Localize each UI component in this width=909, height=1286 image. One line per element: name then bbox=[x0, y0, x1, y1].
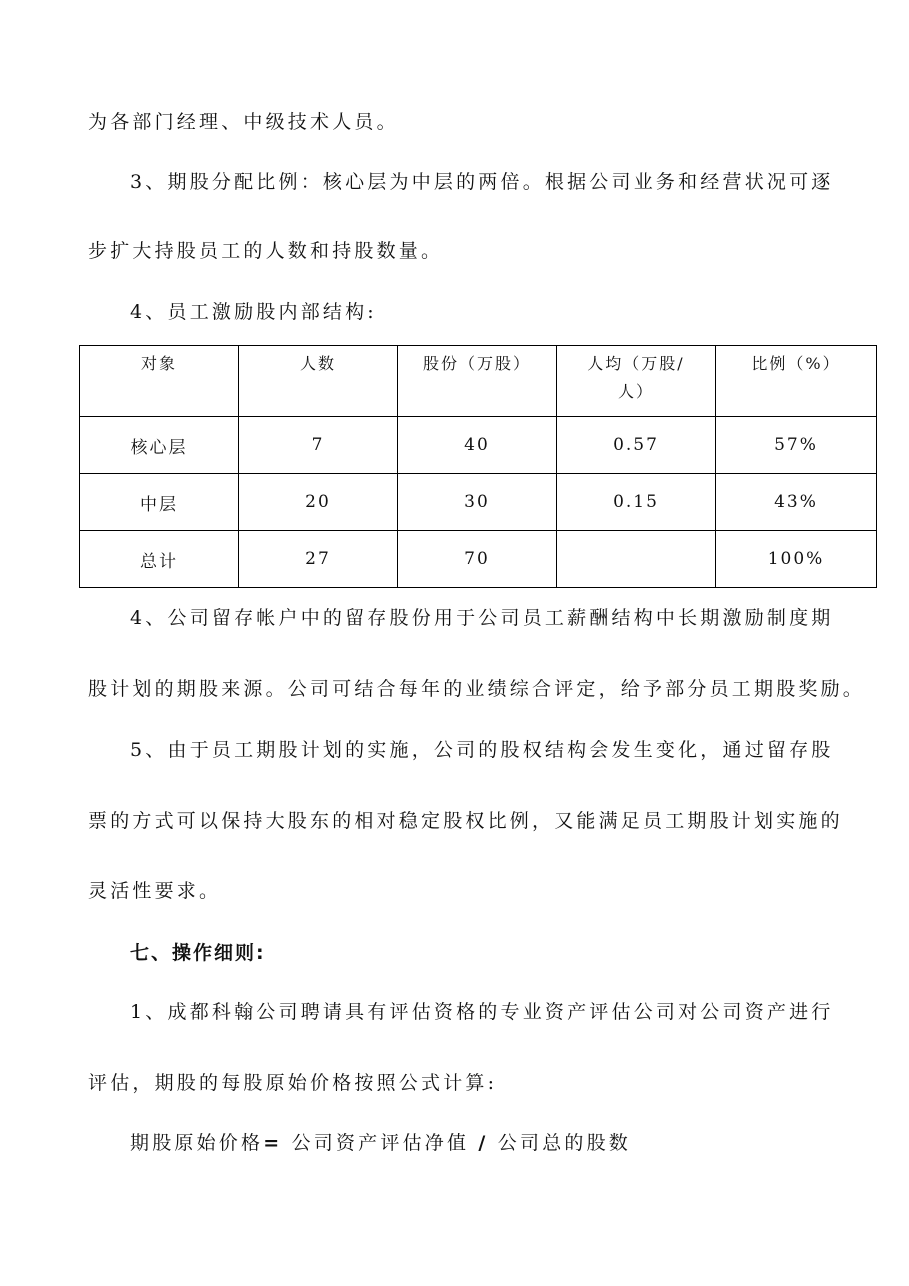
price-formula bbox=[130, 1131, 631, 1155]
formula-equals: = bbox=[263, 1132, 283, 1154]
formula-denominator: 公司总的股数 bbox=[488, 1132, 632, 1154]
table-cell bbox=[557, 531, 716, 588]
table-cell: 0.57 bbox=[557, 417, 716, 474]
paragraph-line: 1、成都科翰公司聘请具有评估资格的专业资产评估公司对公司资产进行 bbox=[130, 1001, 834, 1023]
table-row bbox=[80, 531, 877, 588]
column-header: 比例（%） bbox=[716, 346, 877, 417]
paragraph-line: 3、期股分配比例：核心层为中层的两倍。根据公司业务和经营状况可逐 bbox=[130, 171, 834, 193]
paragraph-line: 股计划的期股来源。公司可结合每年的业绩综合评定，给予部分员工期股奖励。 bbox=[88, 678, 866, 700]
column-header: 股份（万股） bbox=[398, 346, 557, 417]
paragraph-line: 评估，期股的每股原始价格按照公式计算: bbox=[88, 1072, 498, 1094]
paragraph-line: 5、由于员工期股计划的实施，公司的股权结构会发生变化，通过留存股 bbox=[130, 739, 834, 761]
table-row bbox=[80, 474, 877, 531]
table-cell: 7 bbox=[239, 417, 398, 474]
formula-left: 期股原始价格 bbox=[130, 1132, 264, 1154]
table-cell: 27 bbox=[239, 531, 398, 588]
table-row bbox=[80, 417, 877, 474]
paragraph-line: 步扩大持股员工的人数和持股数量。 bbox=[88, 240, 444, 262]
table-cell: 总计 bbox=[80, 531, 239, 588]
paragraph-line: 灵活性要求。 bbox=[88, 880, 222, 902]
table-cell: 中层 bbox=[80, 474, 239, 531]
paragraph-line: 票的方式可以保持大股东的相对稳定股权比例，又能满足员工期股计划实施的 bbox=[88, 810, 843, 832]
incentive-share-table bbox=[79, 345, 877, 588]
section-heading: 七、操作细则: bbox=[130, 942, 266, 964]
table-header-row bbox=[80, 346, 877, 417]
formula-slash: / bbox=[478, 1132, 489, 1154]
table-cell: 57% bbox=[716, 417, 877, 474]
column-header bbox=[557, 346, 716, 417]
table-caption: 4、员工激励股内部结构: bbox=[130, 301, 377, 323]
paragraph-line: 为各部门经理、中级技术人员。 bbox=[88, 111, 399, 133]
column-header: 人数 bbox=[239, 346, 398, 417]
formula-numerator: 公司资产评估净值 bbox=[282, 1132, 479, 1154]
table-cell: 40 bbox=[398, 417, 557, 474]
column-header-line: 人） bbox=[617, 382, 654, 401]
table-cell: 100% bbox=[716, 531, 877, 588]
table-cell: 70 bbox=[398, 531, 557, 588]
column-header: 对象 bbox=[80, 346, 239, 417]
table-cell: 0.15 bbox=[557, 474, 716, 531]
table-cell: 30 bbox=[398, 474, 557, 531]
table-cell: 43% bbox=[716, 474, 877, 531]
column-header-line: 人均（万股/ bbox=[587, 354, 685, 373]
table-cell: 核心层 bbox=[80, 417, 239, 474]
paragraph-line: 4、公司留存帐户中的留存股份用于公司员工薪酬结构中长期激励制度期 bbox=[130, 607, 834, 629]
table-cell: 20 bbox=[239, 474, 398, 531]
